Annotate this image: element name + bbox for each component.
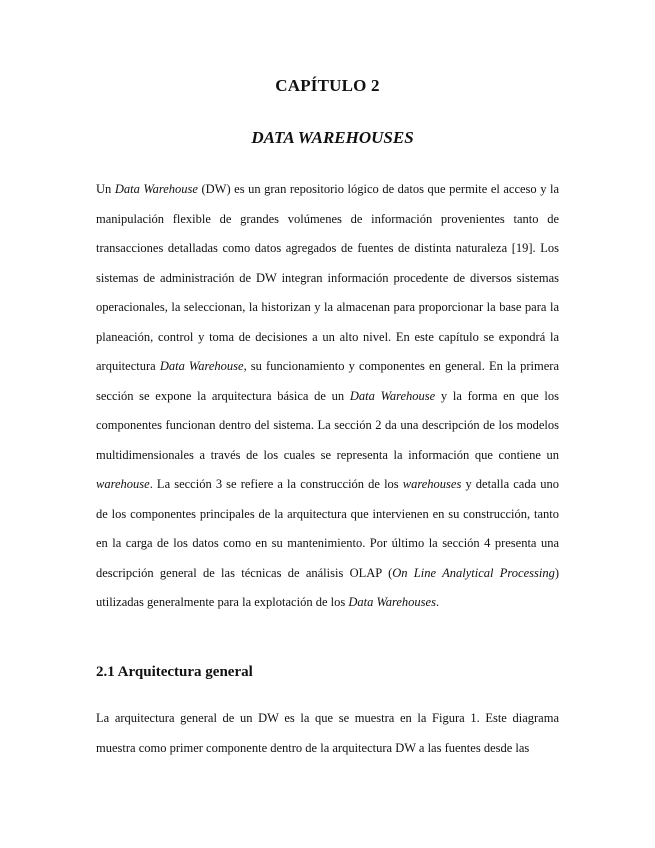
italic-term: Data Warehouses bbox=[348, 595, 436, 609]
text-run: (DW) es un gran repositorio lógico de datos que permite el acceso y la manipulación flexible de grandes volúmenes de información provenientes tanto de transacciones detalladas como datos agregados de fuentes de distinta naturaleza [19]. Los sistemas de administración de DW integran información procedente de diversos sistemas operacionales, la seleccionan, la historizan y la almacenan para proporcionar la base para la planeación, control y toma de decisiones a un alto nivel. En este capítulo se expondrá la arquitectura bbox=[96, 182, 559, 373]
italic-term: Data Warehouse bbox=[349, 388, 436, 403]
text-run: y la forma en que los componentes funcionan dentro del sistema. La sección 2 da una descripción de los modelos multidimensionales a través de los cuales se representa la información que contiene un bbox=[96, 388, 559, 462]
chapter-subtitle: DATA WAREHOUSES bbox=[251, 128, 414, 147]
chapter-title: CAPÍTULO 2 bbox=[275, 76, 380, 95]
text-run: . La sección 3 se refiere a la construcción de los bbox=[149, 477, 403, 491]
text-run: . bbox=[435, 595, 440, 609]
italic-term: Data Warehouse bbox=[114, 182, 198, 196]
text-run: ) utilizadas generalmente para la explotación de los bbox=[96, 565, 560, 609]
text-run: y detalla cada uno de los componentes principales de la arquitectura que intervienen en su construcción, tanto en la carga de los datos como en su mantenimiento. Por último la sección 4 presenta una descripción general de las técnicas de análisis OLAP ( bbox=[96, 477, 559, 580]
italic-term: warehouse bbox=[96, 477, 150, 491]
italic-term: warehouses bbox=[402, 477, 462, 491]
italic-term: Data Warehouse bbox=[159, 359, 244, 373]
section-paragraph: La arquitectura general de un DW es la que se muestra en la Figura 1. Este diagrama muestra como primer componente dentro de la arquitectura DW a las fuentes desde las bbox=[96, 711, 559, 755]
text-run: , su funcionamiento y componentes en general. En la primera sección se expone la arquitectura básica de un bbox=[96, 359, 559, 403]
intro-paragraph bbox=[96, 175, 559, 618]
section-heading: 2.1 Arquitectura general bbox=[96, 664, 253, 680]
text-run: Un bbox=[96, 182, 115, 196]
italic-term: On Line Analytical Processing bbox=[392, 565, 555, 580]
